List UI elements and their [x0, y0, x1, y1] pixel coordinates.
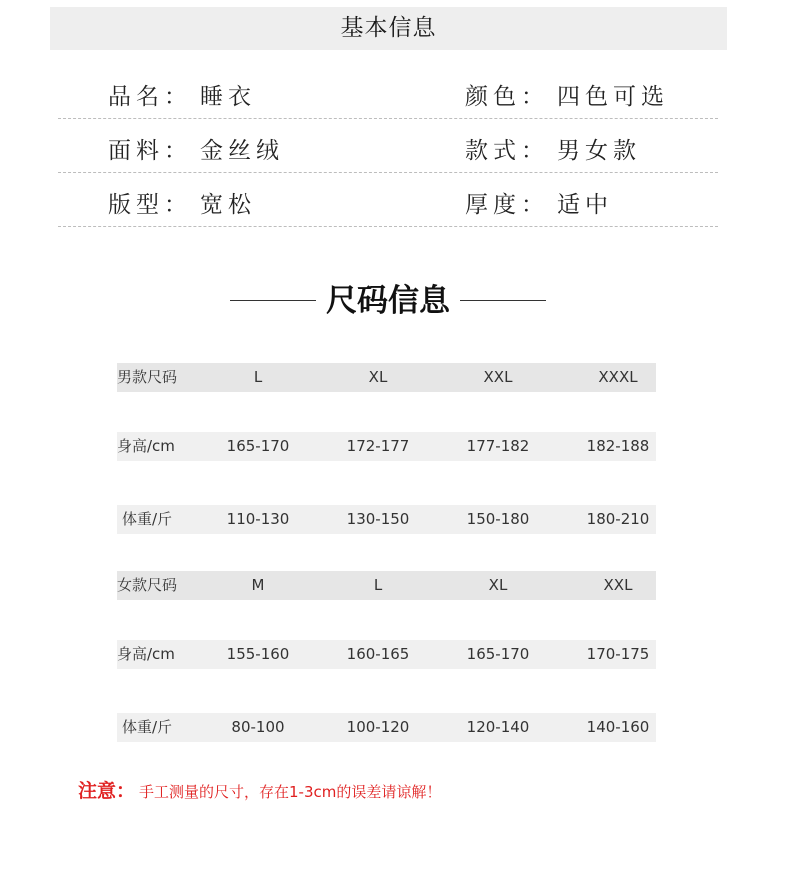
women-height-row — [117, 640, 656, 669]
weight-cell: 130-150 — [346, 510, 410, 528]
info-style: 款式： 男女款 — [465, 138, 641, 164]
note-label: 注意： — [78, 780, 136, 802]
height-cell: 165-170 — [226, 437, 290, 455]
info-row-3 — [58, 172, 718, 227]
row-label: 身高/cm — [117, 437, 175, 455]
weight-cell: 100-120 — [346, 718, 410, 736]
info-thickness: 厚度： 适中 — [465, 192, 613, 218]
height-cell: 160-165 — [346, 645, 410, 663]
men-weight-row — [117, 505, 656, 534]
measurement-note — [78, 776, 441, 803]
size-cell: XL — [488, 576, 508, 594]
height-cell: 165-170 — [466, 645, 530, 663]
weight-cell: 140-160 — [586, 718, 650, 736]
women-size-header-row — [117, 571, 656, 600]
size-cell: L — [253, 368, 263, 386]
size-cell: L — [373, 576, 383, 594]
height-cell: 170-175 — [586, 645, 650, 663]
size-cell: XXL — [483, 368, 513, 386]
size-cell: M — [251, 576, 265, 594]
row-label: 女款尺码 — [117, 576, 178, 594]
men-height-row — [117, 432, 656, 461]
height-cell: 172-177 — [346, 437, 410, 455]
info-color: 颜色： 四色可选 — [465, 84, 669, 110]
size-cell: XXXL — [598, 368, 638, 386]
weight-cell: 120-140 — [466, 718, 530, 736]
weight-cell: 150-180 — [466, 510, 530, 528]
women-weight-row — [117, 713, 656, 742]
height-cell: 182-188 — [586, 437, 650, 455]
size-info-title: 尺码信息 — [326, 283, 450, 319]
weight-cell: 80-100 — [231, 718, 285, 736]
note-text: 手工测量的尺寸，存在1-3cm的误差请谅解！ — [139, 783, 442, 801]
weight-cell: 110-130 — [226, 510, 290, 528]
row-label: 身高/cm — [117, 645, 175, 663]
basic-info-title: 基本信息 — [50, 7, 727, 50]
info-name: 品名： 睡衣 — [108, 84, 256, 110]
men-size-header-row — [117, 363, 656, 392]
info-fabric: 面料： 金丝绒 — [108, 138, 284, 164]
info-fit: 版型： 宽松 — [108, 192, 256, 218]
title-divider-right — [460, 300, 546, 301]
weight-cell: 180-210 — [586, 510, 650, 528]
row-label: 男款尺码 — [117, 368, 178, 386]
height-cell: 155-160 — [226, 645, 290, 663]
size-info-heading — [230, 278, 546, 324]
row-label: 体重/斤 — [122, 510, 173, 528]
height-cell: 177-182 — [466, 437, 530, 455]
size-cell: XXL — [603, 576, 633, 594]
info-row-1 — [58, 64, 718, 119]
row-label: 体重/斤 — [122, 718, 173, 736]
info-row-2 — [58, 118, 718, 173]
size-cell: XL — [368, 368, 388, 386]
